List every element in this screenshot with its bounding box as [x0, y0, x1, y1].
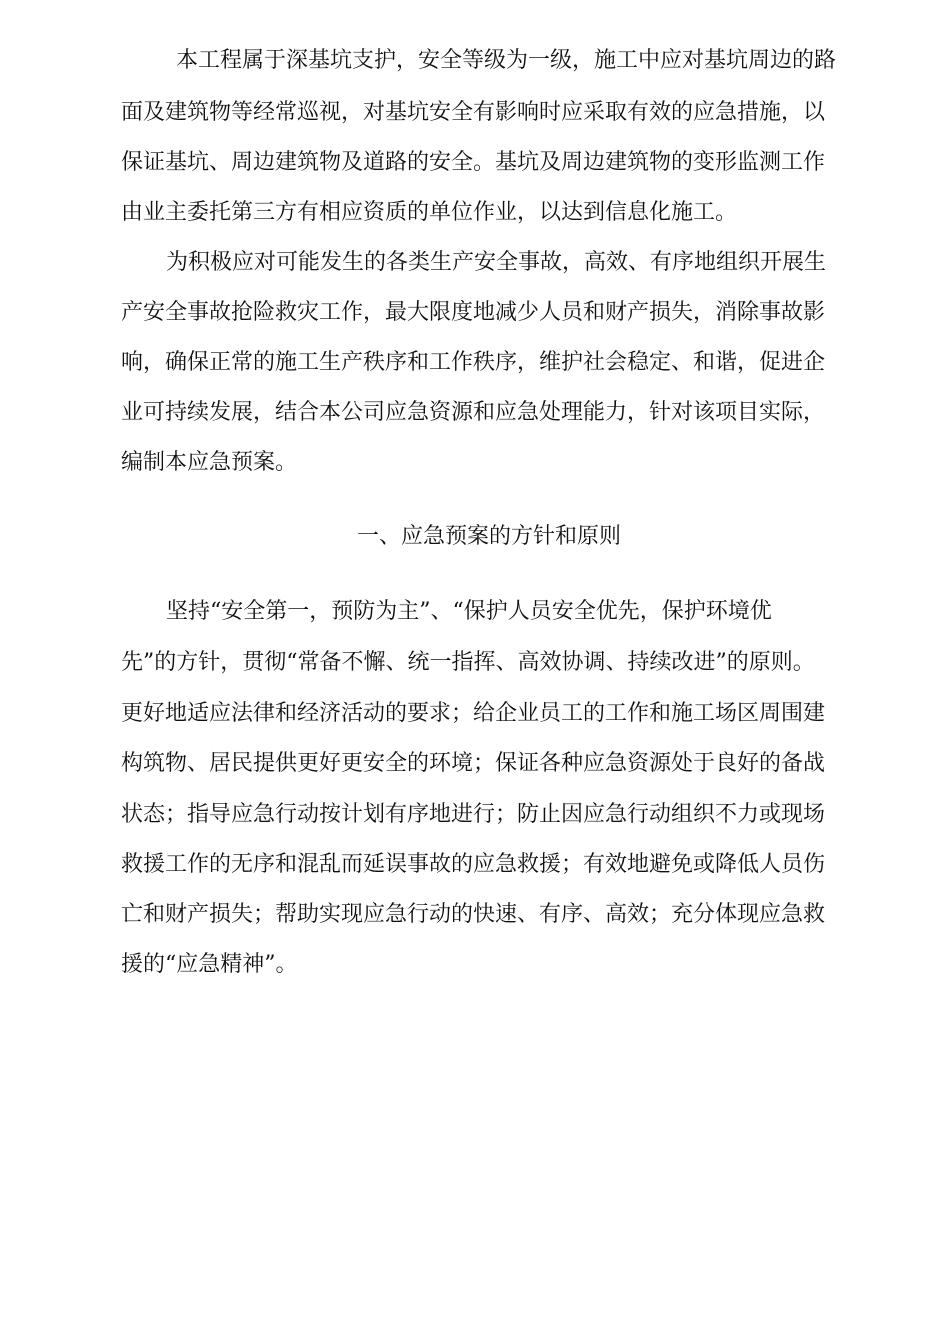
- paragraph-2-line-3: 响，确保正常的施工生产秩序和工作秩序，维护社会稳定、和谐，促进企: [121, 350, 826, 375]
- paragraph-3-line-6: 救援工作的无序和混乱而延误事故的应急救援；有效地避免或降低人员伤: [121, 852, 826, 877]
- paragraph-3-line-1: 坚持“安全第一，预防为主”、“保护人员安全优先，保护环境优: [166, 599, 772, 624]
- paragraph-3-line-8: 援的“应急精神”。: [121, 952, 298, 977]
- paragraph-3-line-5: 状态；指导应急行动按计划有序地进行；防止因应急行动组织不力或现场: [121, 802, 826, 827]
- paragraph-1-line-3: 保证基坑、周边建筑物及道路的安全。基坑及周边建筑物的变形监测工作: [121, 150, 826, 175]
- paragraph-2-line-4: 业可持续发展，结合本公司应急资源和应急处理能力，针对该项目实际，: [121, 400, 826, 425]
- paragraph-2-line-1: 为积极应对可能发生的各类生产安全事故，高效、有序地组织开展生: [166, 250, 827, 275]
- paragraph-3-line-7: 亡和财产损失；帮助实现应急行动的快速、有序、高效；充分体现应急救: [121, 902, 826, 927]
- paragraph-1-line-4: 由业主委托第三方有相应资质的单位作业，以达到信息化施工。: [121, 200, 738, 225]
- paragraph-3-line-3: 更好地适应法律和经济活动的要求；给企业员工的工作和施工场区周围建: [121, 701, 826, 726]
- paragraph-3-line-2: 先”的方针，贯彻“常备不懈、统一指挥、高效协调、持续改进”的原则。: [121, 650, 815, 675]
- section-heading: 一、应急预案的方针和原则: [357, 524, 622, 549]
- paragraph-2-line-2: 产安全事故抢险救灾工作，最大限度地减少人员和财产损失，消除事故影: [121, 300, 826, 325]
- paragraph-3-line-4: 构筑物、居民提供更好更安全的环境；保证各种应急资源处于良好的备战: [121, 751, 826, 776]
- paragraph-2-line-5: 编制本应急预案。: [121, 450, 298, 475]
- paragraph-1-line-1: 本工程属于深基坑支护，安全等级为一级，施工中应对基坑周边的路: [176, 48, 837, 73]
- paragraph-1-line-2: 面及建筑物等经常巡视，对基坑安全有影响时应采取有效的应急措施，以: [121, 100, 826, 125]
